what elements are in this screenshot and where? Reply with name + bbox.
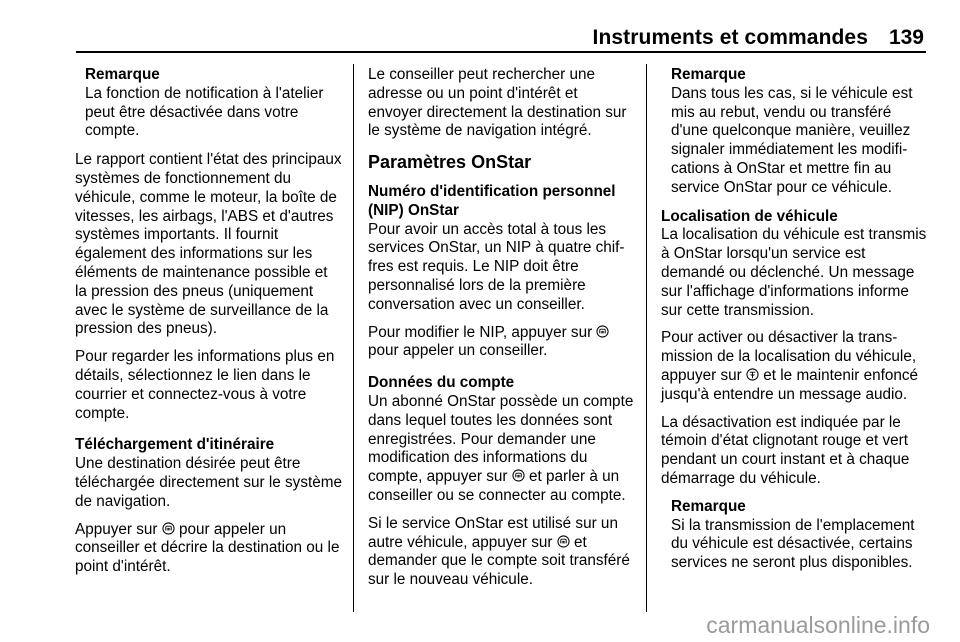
column-1 bbox=[75, 66, 343, 586]
heading-onstar-settings: Paramètres OnStar bbox=[368, 152, 532, 173]
heading-account-data: Données du compte bbox=[368, 374, 515, 392]
note-location-disabled bbox=[671, 498, 931, 573]
note-text: Si la transmission de l'emplacement du véhicule est désactivée, certains services ne seront plus disponibles. bbox=[671, 516, 915, 572]
onstar-call-icon bbox=[557, 535, 570, 548]
paragraph-destination: Une destination désirée peut être téléchargée directement sur le système de navigation. bbox=[75, 455, 342, 510]
note-title: Remarque bbox=[671, 497, 746, 515]
column-divider-1 bbox=[353, 64, 354, 612]
note-text: Dans tous les cas, si le véhicule est mis au rebut, vendu ou transféré d'une quelconque manière, veuillez signaler immédiatement les modifications à OnStar et mettre fin au service OnStar pour ce véhicule. bbox=[671, 84, 913, 196]
section-title: Instruments et commandes bbox=[592, 26, 868, 49]
privacy-icon bbox=[746, 368, 759, 381]
paragraph-account-transfer: Si le service OnStar est utilisé sur un autre véhicule, appuyer sur et demander que le compte soit transféré sur le nouveau véhicule. bbox=[368, 514, 630, 589]
column-2 bbox=[368, 66, 636, 599]
onstar-call-icon bbox=[512, 469, 525, 482]
watermark: carmanualsonline.info bbox=[706, 612, 930, 638]
note-title: Remarque bbox=[85, 66, 160, 83]
onstar-call-icon bbox=[596, 325, 609, 338]
page-header bbox=[0, 0, 960, 54]
heading-itinerary-download: Téléchargement d'itinéraire bbox=[75, 436, 275, 454]
page-number: 139 bbox=[888, 26, 924, 49]
paragraph-advisor-search: Le conseiller peut rechercher une adresse ou un point d'intérêt et envoyer directement la destination sur le système de navigation intégré. bbox=[368, 66, 627, 140]
heading-vehicle-location: Localisation de véhicule bbox=[661, 207, 838, 225]
paragraph-location-toggle: Pour activer ou désactiver la transmission de la localisation du véhicule, appuyer sur et le maintenir enfoncé jusqu'à entendre un message audio. bbox=[661, 329, 919, 403]
paragraph-deactivation: La désactivation est indiquée par le témoin d'état clignotant rouge et vert pendant un court instant et à chaque démarrage du véhicule. bbox=[661, 413, 910, 487]
paragraph-pin-modify: Pour modifier le NIP, appuyer sur pour appeler un conseiller. bbox=[368, 324, 636, 362]
paragraph-account-modify: Un abonné OnStar possède un compte dans lequel toutes les données sont enregistrées. Pour demander une modification des informations du compte, appuyer sur et parler à un conseiller ou se connecter au compte. bbox=[368, 392, 634, 504]
column-divider-2 bbox=[646, 64, 647, 612]
paragraph-pin-required: Pour avoir un accès total à tous les services OnStar, un NIP à quatre chiffres est requis. Le NIP doit être personnalisé lors de la première conversation avec un conseiller. bbox=[368, 220, 625, 313]
paragraph-location-transmit: La localisation du véhicule est transmis à OnStar lorsqu'un service est demandé ou déclenché. Un message sur l'affichage d'informations informe sur cette transmission. bbox=[661, 226, 927, 319]
note-title: Remarque bbox=[671, 66, 746, 83]
column-3 bbox=[661, 66, 931, 583]
onstar-call-icon bbox=[162, 522, 175, 535]
note-vehicle-transfer bbox=[671, 66, 931, 198]
paragraph-report: Le rapport contient l'état des principaux systèmes de fonctionnement du véhicule, comme le moteur, la boîte de vitesses, les airbags, l'ABS et d'autres systèmes importants. Il fournit également des informations sur les éléments de maintenance possible et la pression des pneus (uniquement avec le système de surveillance de la pression des pneus). bbox=[75, 151, 342, 338]
paragraph-details: Pour regarder les informations plus en détails, sélectionnez le lien dans le courrier et connectez-vous à votre compte. bbox=[75, 348, 335, 422]
note-notification bbox=[85, 66, 343, 141]
header-divider bbox=[76, 51, 926, 53]
paragraph-call-advisor: Appuyer sur pour appeler un conseiller et décrire la destination ou le point d'intérêt. bbox=[75, 520, 340, 576]
note-text: La fonction de notification à l'atelier peut être désactivée dans votre compte. bbox=[85, 84, 324, 140]
heading-pin: Numéro d'identification personnel (NIP) OnStar bbox=[368, 182, 616, 219]
